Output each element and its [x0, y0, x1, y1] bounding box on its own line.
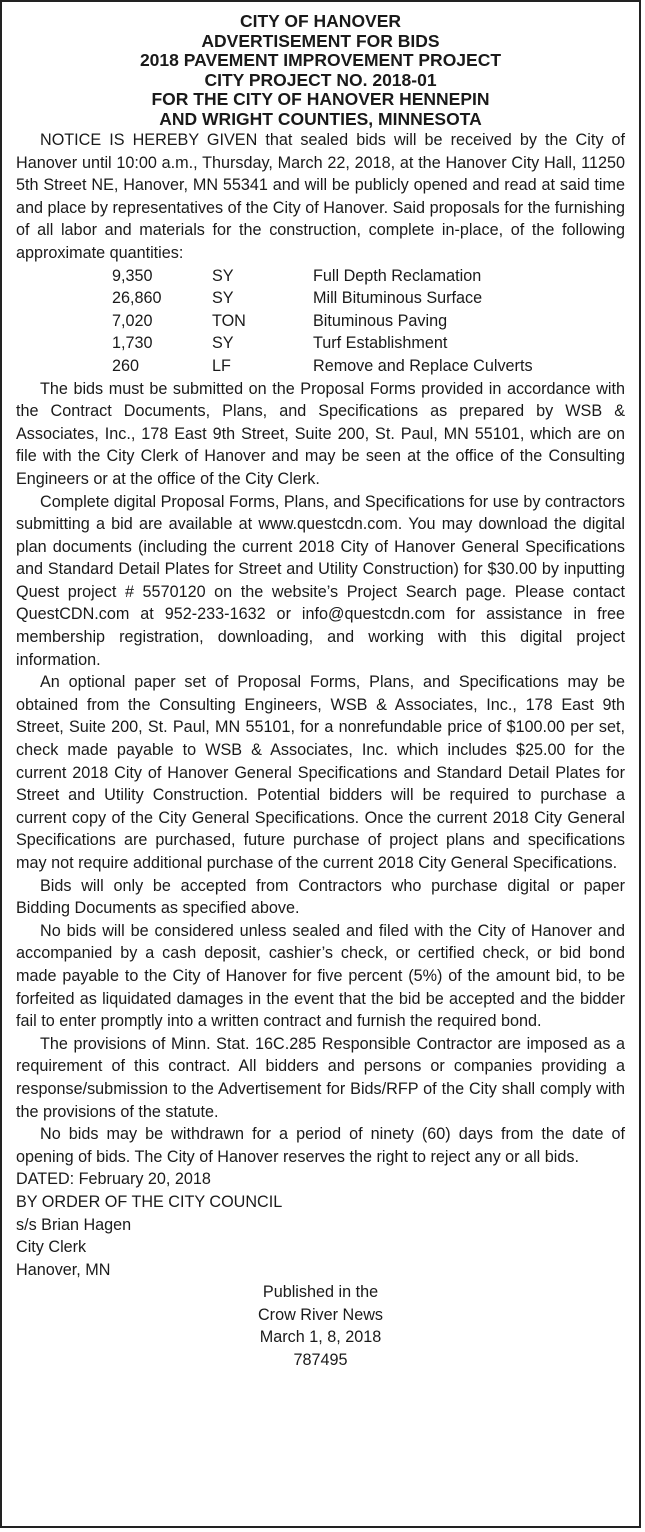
notice-body — [16, 129, 625, 1372]
body-paragraph: The bids must be submitted on the Proposal Forms provided in accordance with the Contract Documents, Plans, and Specifications as prepared by WSB & Associates, Inc., 178 East 9th Street, Suite 200, St. Paul, MN 55101, which are on file with the City Clerk of Hanover and may be seen at the office of the Consulting Engineers or at the office of the City Clerk. — [16, 379, 625, 488]
heading-line: CITY OF HANOVER — [239, 11, 402, 31]
table-row — [112, 265, 533, 288]
unit-cell: SY — [212, 266, 234, 285]
publication-line: Published in the — [262, 1283, 379, 1302]
signature-line: s/s Brian Hagen — [16, 1215, 132, 1234]
item-cell: Turf Establishment — [313, 334, 448, 353]
body-paragraph: The provisions of Minn. Stat. 16C.285 Responsible Contractor are imposed as a requirement of this contract. All bidders and persons or companies providing a response/submission to the Advertisement for Bids/RFP of the City shall comply with the provisions of the statute. — [16, 1034, 625, 1121]
quantity-cell: 9,350 — [112, 266, 153, 285]
quantity-cell: 7,020 — [112, 311, 153, 330]
table-row — [112, 287, 533, 310]
heading-line: FOR THE CITY OF HANOVER HENNEPIN — [151, 89, 490, 109]
item-cell: Mill Bituminous Surface — [313, 289, 483, 308]
publication-info — [16, 1281, 625, 1371]
table-row — [112, 332, 533, 355]
notice-heading — [16, 12, 625, 129]
quantities-table — [112, 265, 533, 378]
table-row — [112, 355, 533, 378]
signature-line: DATED: February 20, 2018 — [16, 1170, 211, 1189]
heading-line: AND WRIGHT COUNTIES, MINNESOTA — [159, 108, 482, 129]
heading-line: CITY PROJECT NO. 2018-01 — [204, 69, 437, 90]
body-paragraph: No bids may be withdrawn for a period of ninety (60) days from the date of opening of bids. The City of Hanover reserves the right to reject any or all bids. — [16, 1125, 625, 1166]
signature-block — [16, 1168, 625, 1281]
intro-paragraph: NOTICE IS HEREBY GIVEN that sealed bids will be received by the City of Hanover until 10:00 a.m., Thursday, March 22, 2018, at the Hanover City Hall, 11250 5th Street NE, Hanover, MN 55341 and will be publicly opened and read at said time and place by representatives of the City of Hanover. Said proposals for the furnishing of all labor and materials for the construction, complete in-place, of the following approximate quantities: — [16, 131, 625, 262]
table-row — [112, 310, 533, 333]
quantity-cell: 26,860 — [112, 289, 162, 308]
signature-line: Hanover, MN — [16, 1260, 111, 1279]
unit-cell: SY — [212, 334, 234, 353]
quantity-cell: 1,730 — [112, 334, 153, 353]
publication-line: Crow River News — [257, 1305, 384, 1324]
item-cell: Full Depth Reclamation — [313, 266, 482, 285]
signature-line: BY ORDER OF THE CITY COUNCIL — [16, 1192, 283, 1211]
signature-line: City Clerk — [16, 1238, 87, 1257]
item-cell: Remove and Replace Culverts — [313, 356, 533, 375]
item-cell: Bituminous Paving — [313, 311, 448, 330]
publication-line: March 1, 8, 2018 — [259, 1328, 382, 1347]
heading-line: 2018 PAVEMENT IMPROVEMENT PROJECT — [139, 50, 502, 70]
quantity-cell: 260 — [112, 356, 140, 375]
body-paragraph: Complete digital Proposal Forms, Plans, and Specifications for use by contractors submitting a bid are available at www.questcdn.com. You may download the digital plan documents (including the current 2018 City of Hanover General Specifications and Standard Detail Plates for Street and Utility Construction) for $30.00 by inputting Quest project # 5570120 on the website’s Project Search page. Please contact QuestCDN.com at 952-233-1632 or info@questcdn.com for assistance in free membership registration, downloading, and working with this digital project information. — [16, 492, 625, 669]
body-paragraph: No bids will be considered unless sealed and filed with the City of Hanover and accompanied by a cash deposit, cashier’s check, or certified check, or bid bond made payable to the City of Hanover for five percent (5%) of the amount bid, to be forfeited as liquidated damages in the event that the bid be accepted and the bidder fail to enter promptly into a written contract and furnish the required bond. — [16, 921, 625, 1031]
body-paragraph: An optional paper set of Proposal Forms, Plans, and Specifications may be obtained from the Consulting Engineers, WSB & Associates, Inc., 178 East 9th Street, Suite 200, St. Paul, MN 55101, for a nonrefundable price of $100.00 per set, check made payable to WSB & Associates, Inc. which includes $25.00 for the current 2018 City of Hanover General Specifications and Standard Detail Plates for Street and Utility Construction. Potential bidders will be required to purchase a current copy of the City General Specifications. Once the current 2018 City General Specifications are purchased, future purchase of project plans and specifications may not require additional purchase of the current 2018 City General Specifications. — [16, 673, 625, 872]
unit-cell: SY — [212, 289, 234, 308]
heading-line: ADVERTISEMENT FOR BIDS — [201, 30, 440, 51]
body-paragraph: Bids will only be accepted from Contractors who purchase digital or paper Bidding Documents as specified above. — [16, 876, 625, 918]
unit-cell: LF — [212, 356, 231, 375]
unit-cell: TON — [212, 311, 246, 330]
publication-line: 787495 — [293, 1351, 348, 1370]
